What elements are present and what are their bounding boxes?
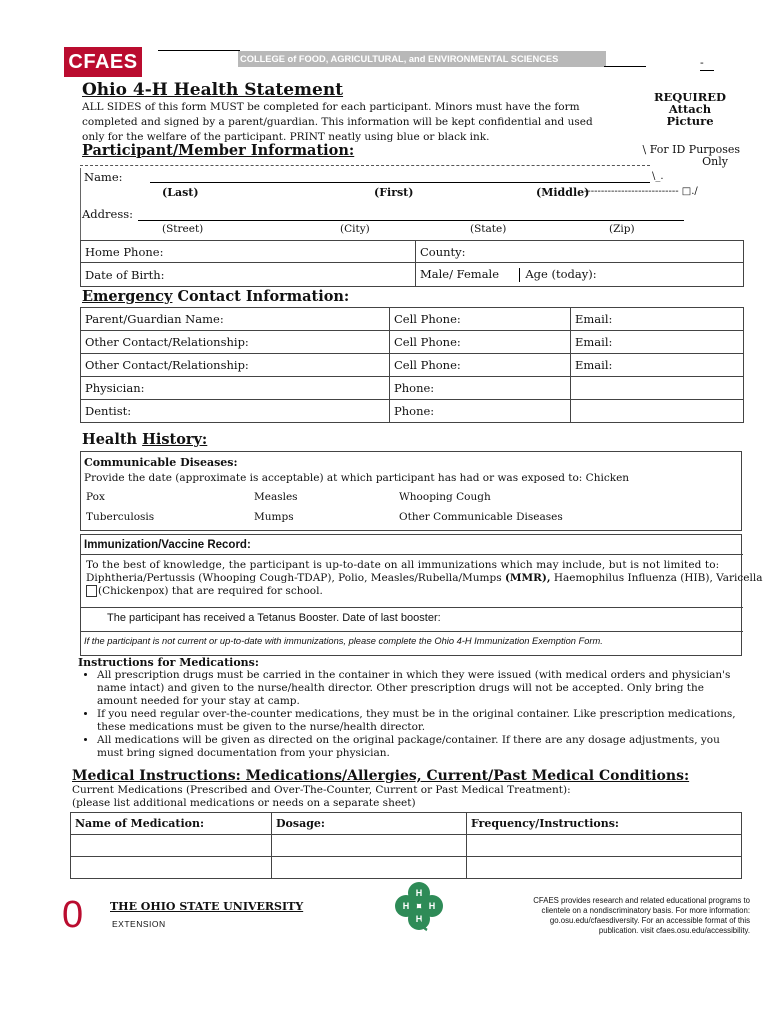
communicable-title: Communicable Diseases: (84, 456, 238, 469)
intro-text: ALL SIDES of this form MUST be completed for each participant. Minors must have the form completed and signed by a parent/guardian. This information will be kept confidential and used only for the welfare of the participant. PRINT neatly using blue or black ink. (82, 101, 593, 143)
col-frequency: Frequency/Instructions: (467, 813, 742, 835)
name-label: Name: (84, 170, 123, 184)
health-section-title (82, 431, 207, 448)
city-label: (City) (340, 223, 370, 235)
imm-mmr: (MMR), (504, 572, 551, 584)
emergency-cell[interactable]: Other Contact/Relationship: (81, 354, 390, 377)
imm-text: Haemophilus Influenza (HIB), Varicella (550, 572, 763, 584)
last-name-label: (Last) (162, 186, 199, 199)
table-row (81, 354, 744, 377)
sex-age-cell (416, 263, 744, 287)
divider (81, 607, 743, 608)
4h-clover-icon (393, 880, 445, 932)
name-field[interactable] (150, 182, 650, 183)
id-note-line: Only (702, 155, 728, 168)
emergency-cell[interactable] (571, 400, 744, 423)
divider (81, 554, 743, 555)
emergency-cell[interactable]: Other Contact/Relationship: (81, 331, 390, 354)
medication-instructions-list (75, 669, 745, 760)
middle-name-label: (Middle) (536, 186, 590, 199)
emergency-word: Emergency (82, 288, 173, 305)
communicable-text: Provide the date (approximate is acceptable) at which participant has had or was exposed to: Chicken (84, 472, 630, 484)
table-row (81, 377, 744, 400)
photo-placeholder (640, 91, 740, 127)
current-medications-text: Current Medications (Prescribed and Over-The-Counter, Current or Past Medical Treatment): (please list additional medications or needs on a separate sheet) (72, 784, 571, 809)
medication-table (70, 812, 742, 879)
table-row (81, 400, 744, 423)
table-row (81, 331, 744, 354)
form-title: Ohio 4-H Health Statement (82, 80, 344, 100)
health-title-a: Health (82, 431, 143, 448)
imm-text: (Chickenpox) that are required for school. (98, 585, 323, 597)
header-rule (700, 70, 714, 71)
disease-other[interactable]: Other Communicable Diseases (399, 511, 563, 523)
header-rule (604, 66, 646, 67)
dosage-cell[interactable] (272, 857, 467, 879)
tetanus-field[interactable]: The participant has received a Tetanus Booster. Date of last booster: (107, 612, 441, 624)
cell-divider (519, 268, 520, 282)
disease-tuberculosis[interactable]: Tuberculosis (86, 511, 155, 523)
frequency-cell[interactable] (467, 857, 742, 879)
disease-pox[interactable]: Pox (86, 491, 105, 503)
address-field[interactable] (138, 220, 684, 221)
imm-line-1: To the best of knowledge, the participant is up-to-date on all immunizations which may include, but is not limited to: (86, 559, 720, 571)
disease-whooping-cough[interactable]: Whooping Cough (399, 491, 491, 503)
osu-name: THE OHIO STATE UNIVERSITY (110, 900, 304, 913)
header-rule (158, 50, 240, 51)
emergency-cell[interactable]: Phone: (390, 400, 571, 423)
medication-cell[interactable] (71, 835, 272, 857)
emergency-cell[interactable]: Email: (571, 331, 744, 354)
county-field[interactable]: County: (416, 241, 744, 263)
college-banner: COLLEGE of FOOD, AGRICULTURAL, and ENVIRONMENTAL SCIENCES (238, 51, 606, 67)
header-dash: - (700, 56, 704, 69)
svg-text:H: H (415, 888, 423, 898)
checkbox[interactable] (86, 585, 97, 597)
emergency-cell[interactable]: Dentist: (81, 400, 390, 423)
emergency-cell[interactable]: Cell Phone: (390, 308, 571, 331)
dashed-divider (80, 165, 650, 166)
emergency-table (80, 307, 744, 423)
medical-instructions-title: Medical Instructions: Medications/Allergies, Current/Past Medical Conditions: (72, 768, 690, 784)
emergency-cell[interactable] (571, 377, 744, 400)
exemption-note: If the participant is not current or up-to-date with immunizations, please complete the Ohio 4-H Immunization Exemption Form. (84, 636, 603, 646)
home-phone-field[interactable]: Home Phone: (81, 241, 416, 263)
extension-label: EXTENSION (112, 919, 166, 929)
col-dosage: Dosage: (272, 813, 467, 835)
emergency-section-title (82, 288, 349, 305)
svg-text:H: H (415, 914, 423, 924)
medication-instructions (75, 656, 745, 760)
immunization-box (80, 534, 763, 656)
middle-tail: ---------------------------- □./ (584, 186, 698, 197)
emergency-cell[interactable]: Email: (571, 308, 744, 331)
corner-mark: \_. (652, 171, 664, 182)
required-label: REQUIRED (653, 90, 727, 104)
immunization-title: Immunization/Vaccine Record: (84, 539, 251, 551)
picture-label: Picture (666, 114, 714, 128)
imm-text: Diphtheria/Pertussis (Whooping Cough-TDAP), Polio, Measles/Rubella/Mumps (86, 572, 505, 584)
imm-line-2 (86, 572, 763, 585)
emergency-cell[interactable]: Cell Phone: (390, 331, 571, 354)
medication-instructions-title: Instructions for Medications: (78, 656, 259, 669)
nondiscrimination-statement: CFAES provides research and related educational programs to clientele on a nondiscriminatory basis. For more information: go.osu.edu/cfaesdiversity. For an accessible format of this publication. visit cfaes.osu.edu/accessibility. (533, 896, 750, 935)
list-item: • All prescription drugs must be carried in the container in which they were issued (with medical orders and physician's name intact) and given to the nurse/health director. Other prescription drugs will not be accepted. Only bring the amount needed for your stay at camp. (97, 669, 745, 708)
id-purposes-note (640, 144, 740, 168)
emergency-cell[interactable]: Email: (571, 354, 744, 377)
imm-line-3 (86, 585, 736, 598)
attach-label: Attach (668, 102, 712, 116)
immunization-text (86, 559, 763, 598)
col-medication: Name of Medication: (71, 813, 272, 835)
zip-label: (Zip) (609, 223, 635, 235)
svg-text:H: H (428, 901, 436, 911)
street-label: (Street) (162, 223, 204, 235)
osu-block-o: 0 (62, 894, 84, 936)
sex-field[interactable]: Male/ Female (420, 267, 500, 281)
svg-text:H: H (402, 901, 410, 911)
communicable-box (80, 451, 742, 531)
emergency-cell[interactable]: Parent/Guardian Name: (81, 308, 390, 331)
participant-section-title: Participant/Member Information: (82, 142, 355, 159)
emergency-title-rest: Contact Information: (172, 288, 350, 305)
emergency-cell[interactable]: Cell Phone: (390, 354, 571, 377)
divider (81, 631, 743, 632)
disease-mumps[interactable]: Mumps (254, 511, 294, 523)
participant-table (80, 240, 744, 287)
dosage-cell[interactable] (272, 835, 467, 857)
dob-field[interactable]: Date of Birth: (81, 263, 416, 287)
frequency-cell[interactable] (467, 835, 742, 857)
address-label: Address: (82, 207, 134, 221)
emergency-cell[interactable]: Physician: (81, 377, 390, 400)
first-name-label: (First) (374, 186, 414, 199)
id-note-line: \ For ID Purposes (642, 143, 740, 156)
table-row (81, 308, 744, 331)
cfaes-logo: CFAES (64, 47, 142, 77)
list-item: • If you need regular over-the-counter medications, they must be in the original container. Like prescription medications, these medications must be given to the nurse/health director. (97, 708, 745, 734)
age-field[interactable]: Age (today): (525, 267, 597, 281)
medication-cell[interactable] (71, 857, 272, 879)
emergency-cell[interactable]: Phone: (390, 377, 571, 400)
state-label: (State) (470, 223, 507, 235)
disease-measles[interactable]: Measles (254, 491, 298, 503)
list-item: • All medications will be given as directed on the original package/container. If there are any dosage adjustments, you must bring signed documentation from your physician. (97, 734, 745, 760)
health-title-b: History: (142, 431, 208, 448)
